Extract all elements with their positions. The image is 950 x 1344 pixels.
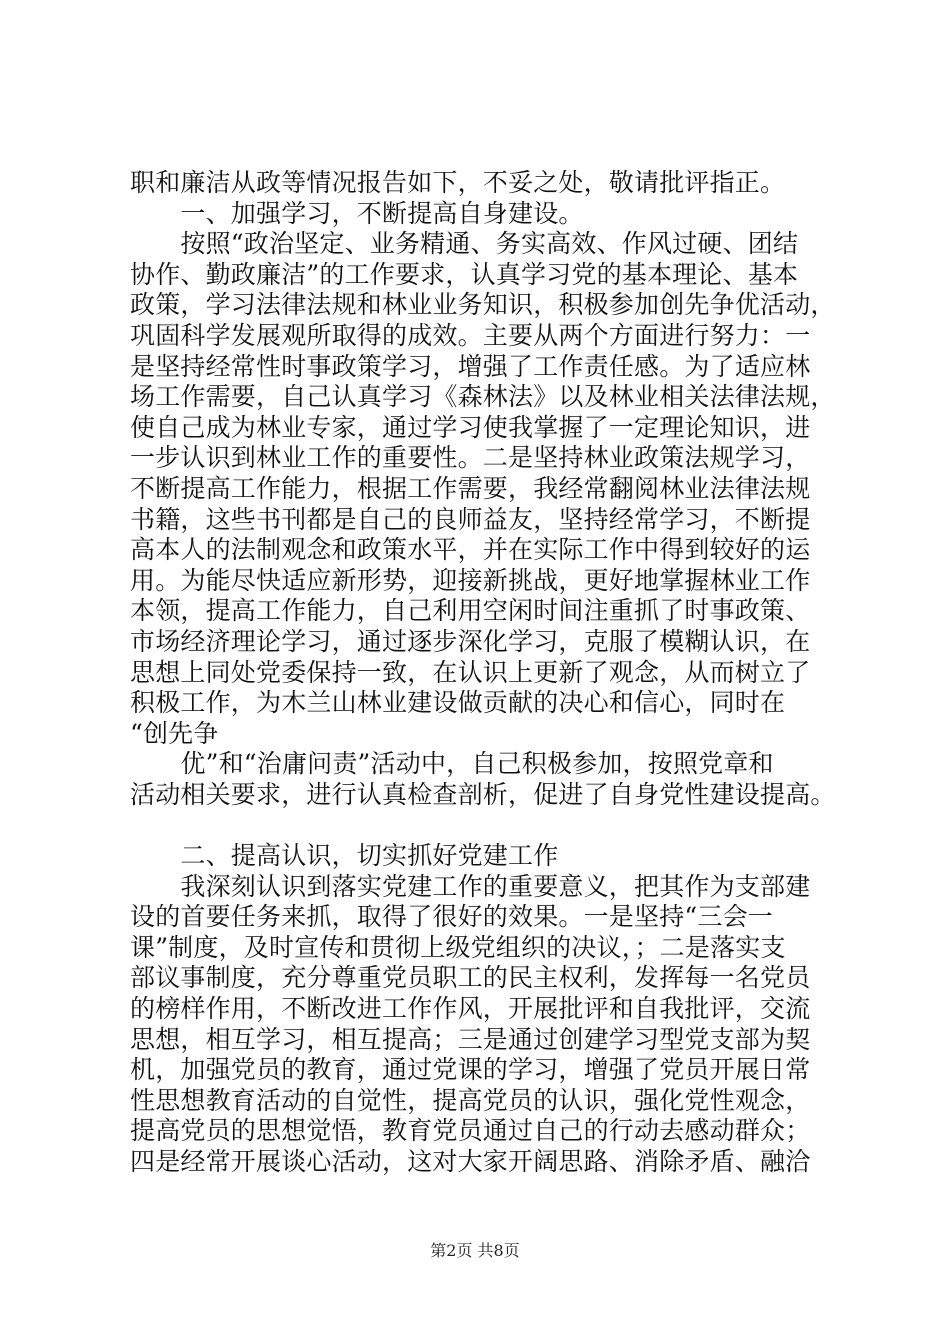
text-line: 部议事制度，充分尊重党员职工的民主权利，发挥每一名党员: [130, 963, 811, 993]
text-line: 四是经常开展谈心活动，这对大家开阔思路、消除矛盾、融洽: [130, 1147, 811, 1176]
text-line: 市场经济理论学习，通过逐步深化学习，克服了模糊认识，在: [130, 626, 811, 656]
text-line: 使自己成为林业专家，通过学习使我掌握了一定理论知识，进: [130, 412, 811, 442]
document-body: [130, 168, 835, 1178]
text-line: 不断提高工作能力，根据工作需要，我经常翻阅林业法律法规: [130, 473, 811, 503]
text-line: 书籍，这些书刊都是自己的良师益友，坚持经常学习，不断提: [130, 504, 811, 534]
text-line: 政策，学习法律法规和林业业务知识，积极参加创先争优活动，: [130, 290, 836, 320]
text-line: 是坚持经常性时事政策学习，增强了工作责任感。为了适应林: [130, 351, 811, 381]
text-line: 用。为能尽快适应新形势，迎接新挑战，更好地掌握林业工作: [130, 565, 811, 595]
text-line: 一、加强学习，不断提高自身建设。: [130, 198, 584, 228]
page-footer: 第2页 共8页: [430, 1241, 520, 1260]
text-line: 提高党员的思想觉悟，教育党员通过自己的行动去感动群众；: [130, 1116, 811, 1146]
text-line: 一步认识到林业工作的重要性。二是坚持林业政策法规学习，: [130, 443, 811, 473]
blank-line: [130, 810, 835, 841]
text-line: 机，加强党员的教育，通过党课的学习，增强了党员开展日常: [130, 1055, 811, 1085]
text-line: 场工作需要，自己认真学习《森林法》以及林业相关法律法规，: [130, 382, 836, 412]
text-line: 优”和“治庸问责”活动中，自己积极参加，按照党章和: [130, 749, 774, 779]
text-line: 活动相关要求，进行认真检查剖析，促进了自身党性建设提高。: [130, 779, 836, 809]
text-line: 课”制度，及时宣传和贯彻上级党组织的决议，；二是落实支: [130, 932, 786, 962]
text-line: 协作、勤政廉洁”的工作要求，认真学习党的基本理论、基本: [130, 259, 799, 289]
text-line: 思想上同处党委保持一致，在认识上更新了观念，从而树立了: [130, 657, 811, 687]
text-line: 设的首要任务来抓，取得了很好的效果。一是坚持“三会一: [130, 902, 773, 932]
text-line: 二、提高认识，切实抓好党建工作: [130, 841, 559, 871]
text-line: 职和廉洁从政等情况报告如下，不妥之处，敬请批评指正。: [130, 168, 786, 197]
text-line: 的榜样作用，不断改进工作作风，开展批评和自我批评，交流: [130, 994, 811, 1024]
text-line: 按照“政治坚定、业务精通、务实高效、作风过硬、团结: [130, 229, 799, 259]
text-line: 本领，提高工作能力，自己利用空闲时间注重抓了时事政策、: [130, 596, 811, 626]
text-line: 高本人的法制观念和政策水平，并在实际工作中得到较好的运: [130, 535, 811, 565]
text-line: 我深刻认识到落实党建工作的重要意义，把其作为支部建: [130, 871, 811, 901]
text-line: 积极工作，为木兰山林业建设做贡献的决心和信心，同时在: [130, 688, 786, 718]
text-line: 思想，相互学习，相互提高；三是通过创建学习型党支部为契: [130, 1024, 811, 1054]
text-line: 性思想教育活动的自觉性，提高党员的认识，强化党性观念，: [130, 1085, 811, 1115]
text-line: “创先争: [130, 718, 219, 748]
text-line: 巩固科学发展观所取得的成效。主要从两个方面进行努力：一: [130, 320, 811, 350]
